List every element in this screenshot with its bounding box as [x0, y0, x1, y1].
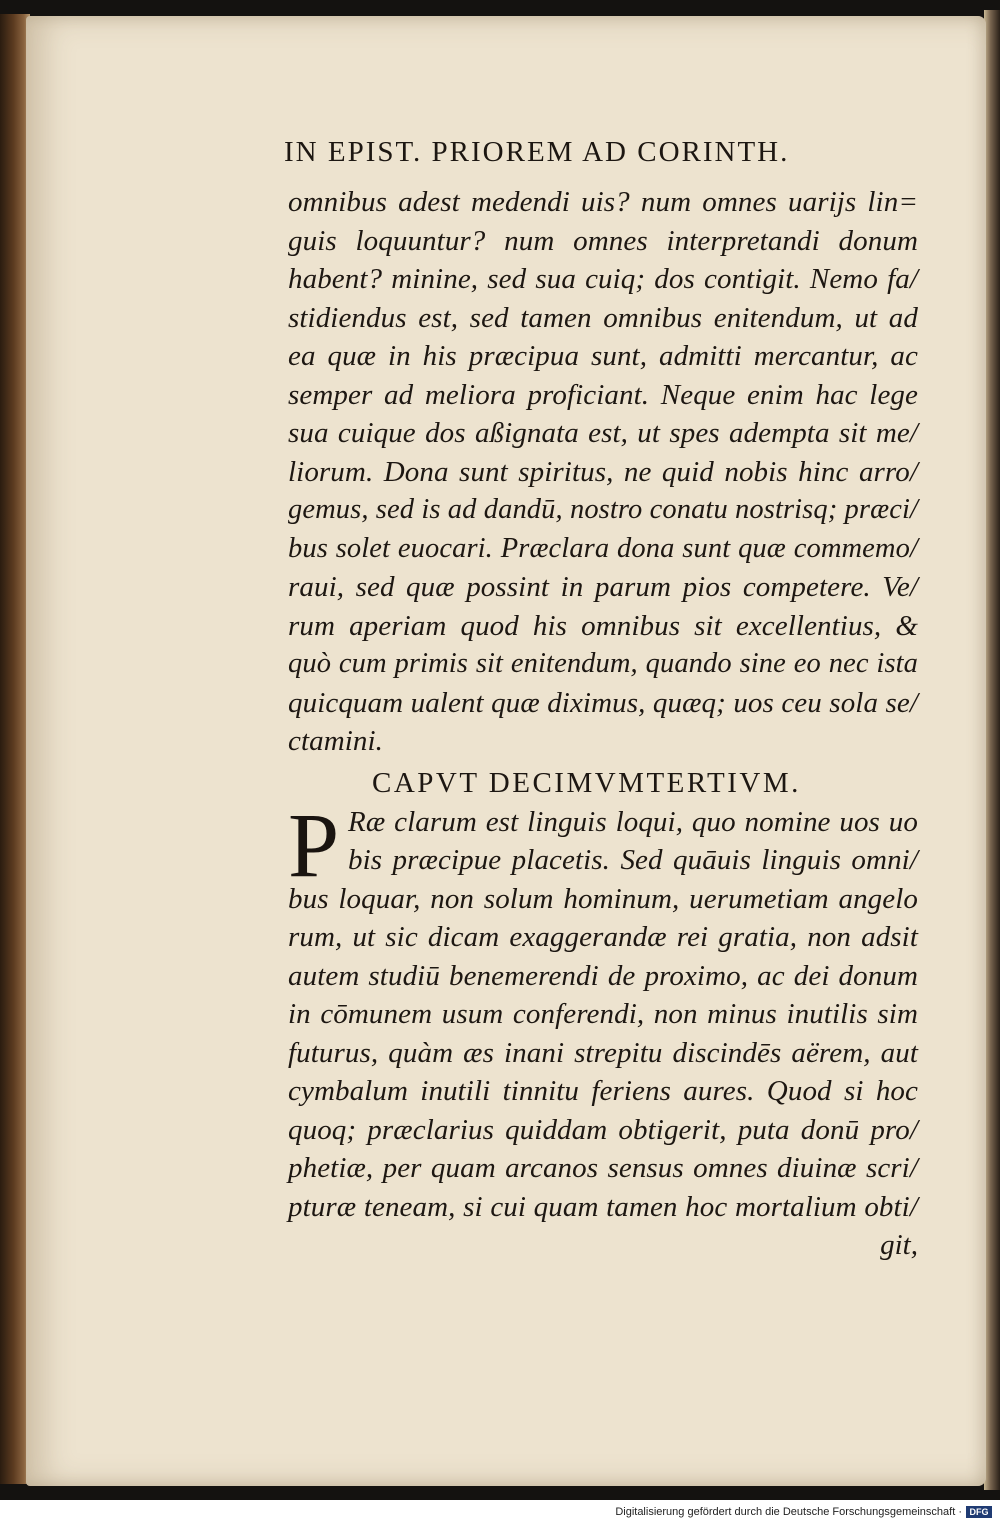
text-line: phetiæ, per quam arcanos sensus omnes diuinæ scri/ — [288, 1152, 918, 1184]
text-line: ctamini. — [288, 725, 384, 757]
drop-cap: P — [288, 793, 340, 896]
text-line: stidiendus est, sed tamen omnibus enitendum, ut ad — [288, 301, 918, 334]
text-line: bus solet euocari. Præclara dona sunt quæ commemo/ — [288, 532, 918, 564]
text-line: ea quæ in his præcipua sunt, admitti mercantur, ac — [288, 340, 918, 372]
dfg-logo: DFG — [966, 1506, 992, 1518]
paragraph-before — [288, 183, 918, 761]
funding-note: Digitalisierung gefördert durch die Deutsche Forschungsgemeinschaft · — [615, 1506, 962, 1518]
text-block — [284, 125, 918, 1264]
catchword: git, — [880, 1229, 918, 1261]
text-line: quò cum primis sit enitendum, quando sine eo nec ista — [288, 648, 918, 679]
text-line: sua cuique dos aßignata est, ut spes adempta sit me/ — [288, 417, 918, 449]
text-line: liorum. Dona sunt spiritus, ne quid nobis hinc arro/ — [288, 455, 918, 488]
text-line: bus loquar, non solum hominum, uerumetiam angelo — [288, 882, 918, 915]
chapter-paragraph — [288, 793, 918, 1227]
text-line: rum aperiam quod his omnibus sit excellentius, & — [288, 609, 918, 642]
text-line: autem studiū benemerendi de proximo, ac dei donum — [288, 959, 918, 992]
text-line: habent? minine, sed sua cuiq; dos contigit. Nemo fa/ — [288, 263, 918, 295]
text-line: omnibus adest medendi uis? num omnes uarijs lin= — [288, 186, 918, 218]
text-line: semper ad meliora proficiant. Neque enim hac lege — [288, 378, 918, 411]
text-line: raui, sed quæ possint in parum pios competere. Ve/ — [288, 571, 918, 603]
text-line: cymbalum inutili tinnitu feriens aures. Quod si hoc — [288, 1075, 918, 1107]
text-line: gemus, sed is ad dandū, nostro conatu nostrisq; præci/ — [288, 494, 918, 525]
text-line: futurus, quàm æs inani strepitu discindēs aërem, aut — [288, 1036, 918, 1069]
text-line: Ræ clarum est linguis loqui, quo nomine uos uo — [348, 805, 918, 838]
footer-banner — [0, 1500, 1000, 1524]
page-edge — [984, 10, 1000, 1490]
text-line: pturæ teneam, si cui quam tamen hoc mortalium obti/ — [288, 1190, 918, 1223]
text-line: rum, ut sic dicam exaggerandæ rei gratia, non adsit — [288, 921, 918, 953]
text-line: in cōmunem usum conferendi, non minus inutilis sim — [288, 998, 918, 1030]
text-line: guis loquuntur? num omnes interpretandi donum — [288, 224, 918, 257]
chapter-heading: CAPVT DECIMVMTERTIVM. — [372, 766, 801, 799]
text-line: quicquam ualent quæ diximus, quæq; uos ceu sola se/ — [288, 686, 918, 719]
running-head: IN EPIST. PRIOREM AD CORINTH. — [284, 136, 790, 168]
text-line: bis præcipue placetis. Sed quāuis linguis omni/ — [348, 844, 918, 876]
text-line: quoq; præclarius quiddam obtigerit, puta donū pro/ — [288, 1113, 918, 1146]
